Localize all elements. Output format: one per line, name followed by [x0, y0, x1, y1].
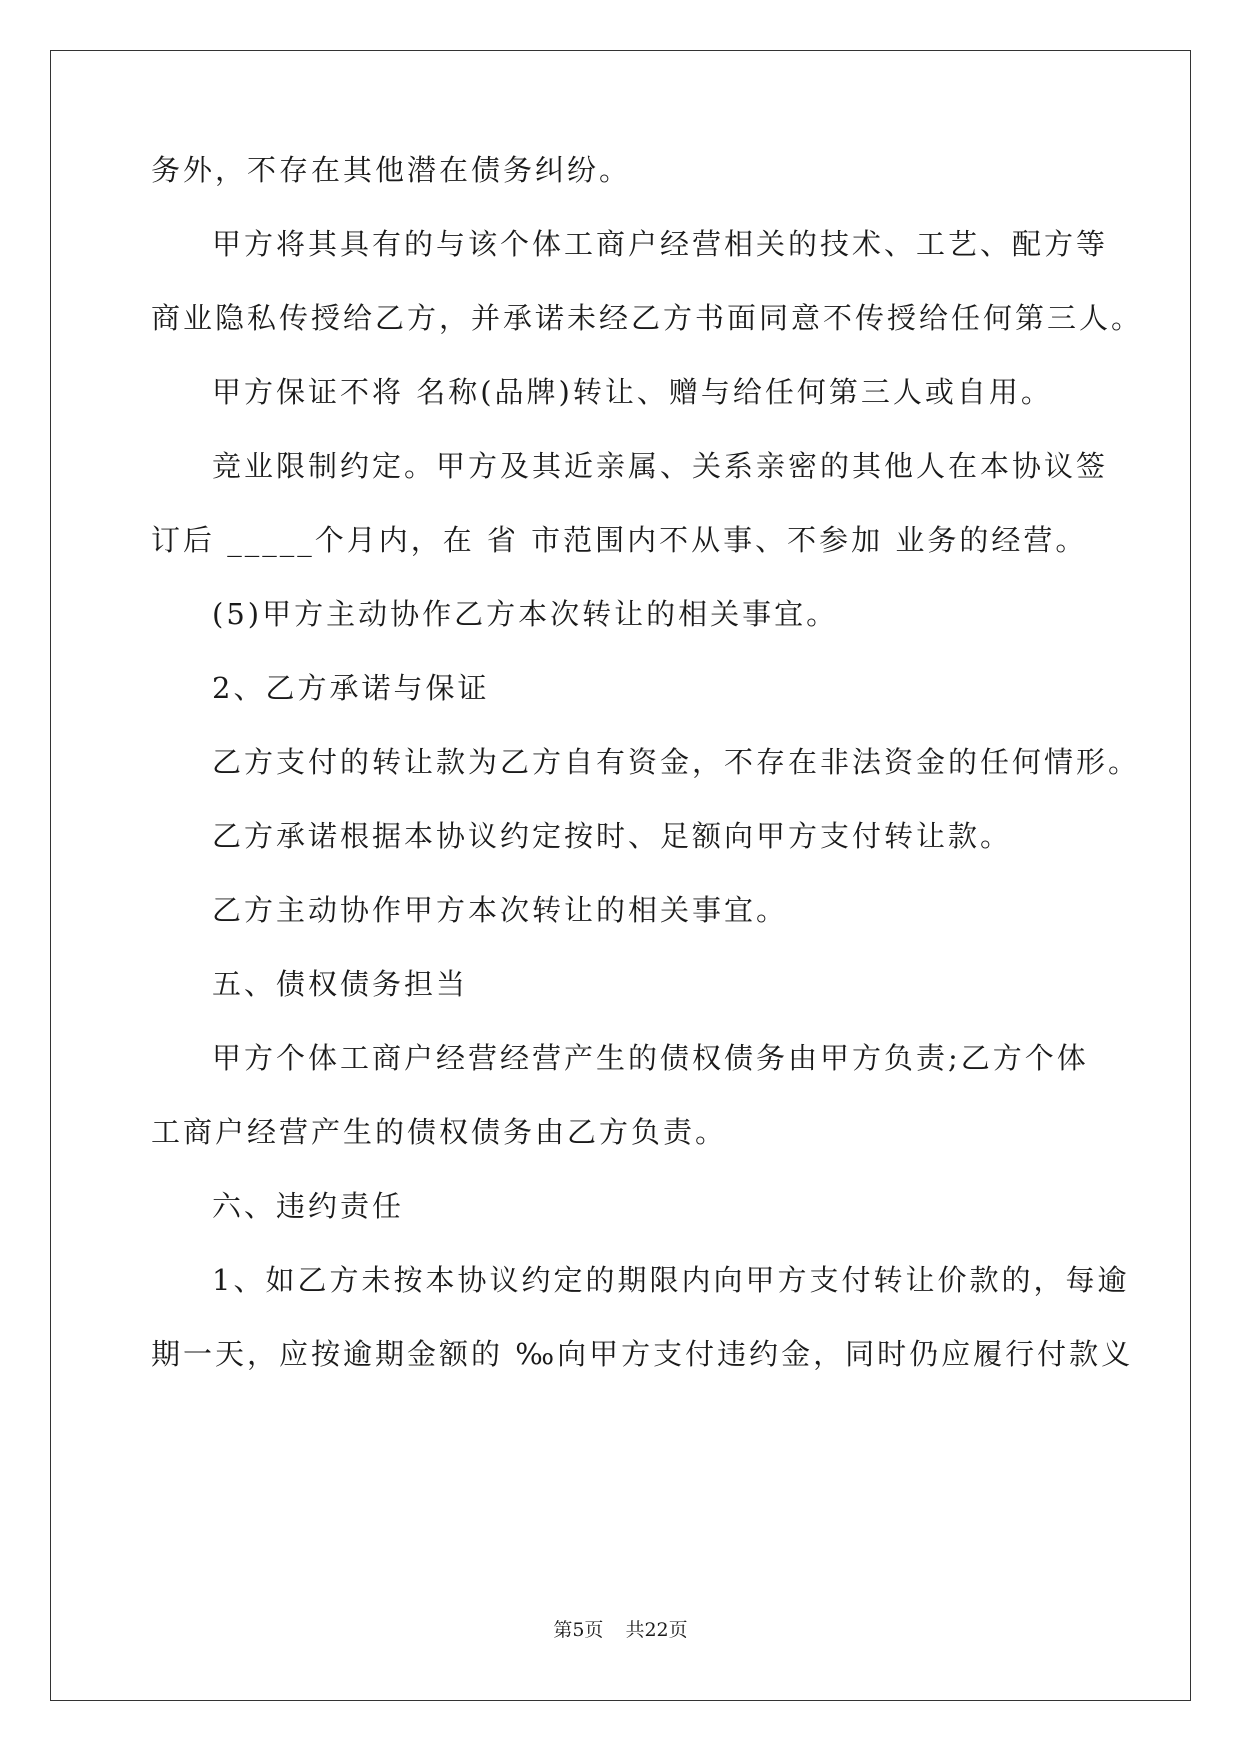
text-line-7: (5)甲方主动协作乙方本次转让的相关事宜。	[212, 597, 839, 631]
page-total: 共22页	[625, 1619, 688, 1641]
text-line-1: 务外，不存在其他潜在债务纠纷。	[151, 153, 632, 187]
text-line-2: 甲方将其具有的与该个体工商户经营相关的技术、工艺、配方等	[212, 227, 1109, 261]
text-line-16: 1、如乙方未按本协议约定的期限内向甲方支付转让价款的，每逾	[212, 1263, 1130, 1297]
text-line-6: 订后 _____个月内，在 省 市范围内不从事、不参加 业务的经营。	[151, 523, 1088, 557]
text-line-5: 竞业限制约定。甲方及其近亲属、关系亲密的其他人在本协议签	[212, 449, 1109, 483]
section-heading-5: 五、债权债务担当	[212, 967, 469, 1001]
section-heading-2: 2、乙方承诺与保证	[212, 671, 490, 705]
text-line-11: 乙方主动协作甲方本次转让的相关事宜。	[212, 893, 789, 927]
page-footer	[0, 1618, 1241, 1642]
text-line-17: 期一天，应按逾期金额的 ‰向甲方支付违约金，同时仍应履行付款义	[151, 1337, 1134, 1371]
text-line-10: 乙方承诺根据本协议约定按时、足额向甲方支付转让款。	[212, 819, 1013, 853]
text-line-9: 乙方支付的转让款为乙方自有资金，不存在非法资金的任何情形。	[212, 745, 1141, 779]
text-line-13: 甲方个体工商户经营经营产生的债权债务由甲方负责;乙方个体	[212, 1041, 1089, 1075]
section-heading-6: 六、违约责任	[212, 1189, 405, 1223]
page-number: 第5页	[553, 1619, 604, 1641]
text-line-14: 工商户经营产生的债权债务由乙方负责。	[151, 1115, 728, 1149]
text-line-3: 商业隐私传授给乙方，并承诺未经乙方书面同意不传授给任何第三人。	[151, 301, 1144, 335]
text-line-4: 甲方保证不将 名称(品牌)转让、赠与给任何第三人或自用。	[212, 375, 1053, 409]
